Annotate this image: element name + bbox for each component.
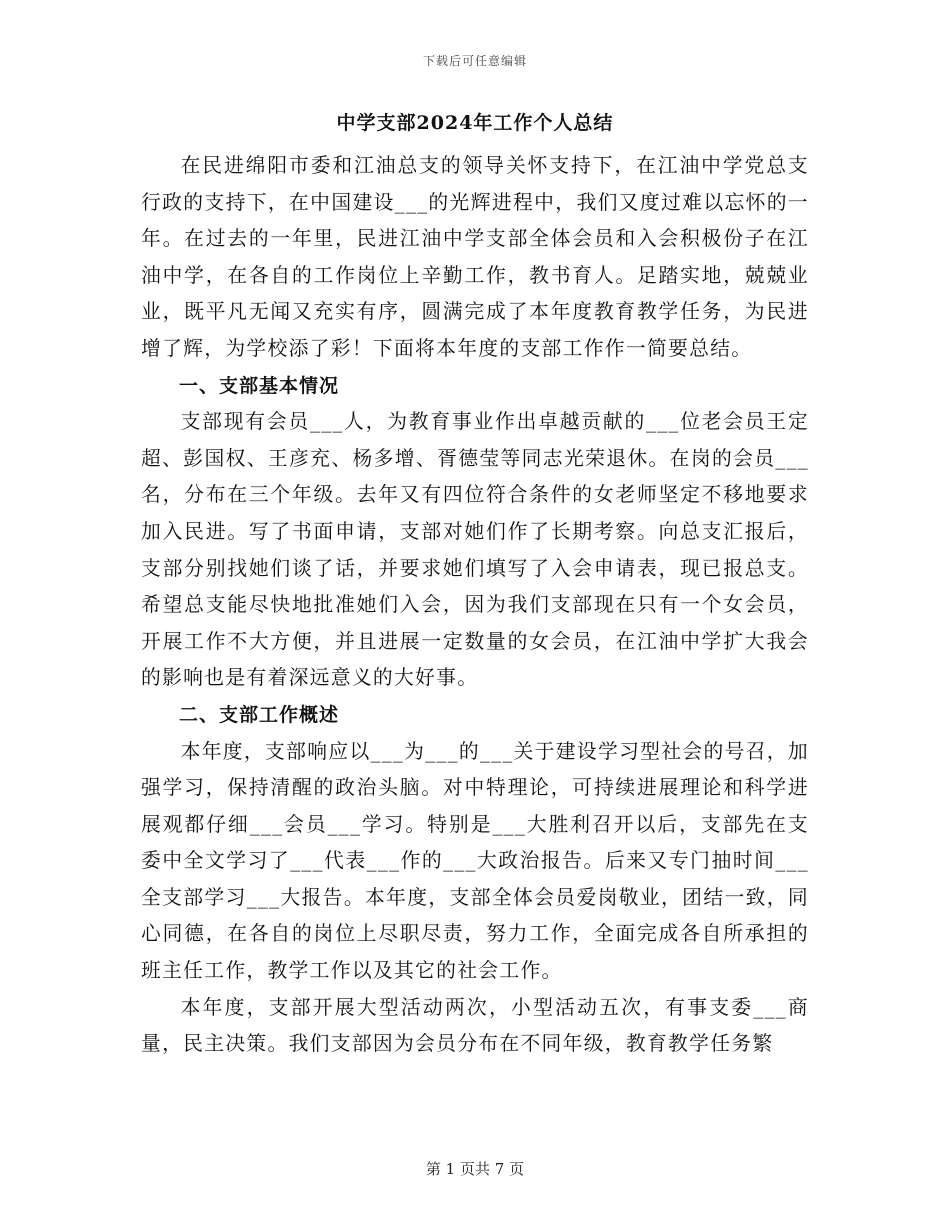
section-heading-basic-info: 一、支部基本情况: [179, 374, 340, 397]
page-header-note: 下载后可任意编辑: [422, 54, 527, 68]
section-heading-work-overview: 二、支部工作概述: [179, 703, 340, 726]
page-number-footer: 第 1 页共 7 页: [425, 1160, 525, 1178]
document-body: [141, 108, 809, 1063]
work-overview-paragraph: 本年度，支部响应以___为___的___关于建设学习型社会的号召，加强学习，保持清醒的政治头脑。对中特理论，可持续进展理论和科学进展观都仔细___会员___学习。特别是___大胜利召开以后，支部先在支委中全文学习了___代表___作的___大政治报告。后来又专门抽时间___全支部学习___大报告。本年度，支部全体会员爱岗敬业，团结一致，同心同德，在各自的岗位上尽职尽责，努力工作，全面完成各自所承担的班主任工作，教学工作以及其它的社会工作。: [141, 739, 809, 983]
activities-paragraph: 本年度，支部开展大型活动两次，小型活动五次，有事支委___商量，民主决策。我们支部因为会员分布在不同年级，教育教学任务繁: [141, 995, 809, 1056]
intro-paragraph: 在民进绵阳市委和江油总支的领导关怀支持下，在江油中学党总支行政的支持下，在中国建设___的光辉进程中，我们又度过难以忘怀的一年。在过去的一年里，民进江油中学支部全体会员和入会积极份子在江油中学，在各自的工作岗位上辛勤工作，教书育人。足踏实地，兢兢业业，既平凡无闻又充实有序，圆满完成了本年度教育教学任务，为民进增了辉，为学校添了彩！下面将本年度的支部工作作一简要总结。: [141, 154, 809, 360]
basic-info-paragraph: 支部现有会员___人，为教育事业作出卓越贡献的___位老会员王定超、彭国权、王彦充、杨多增、胥德莹等同志光荣退休。在岗的会员___名，分布在三个年级。去年又有四位符合条件的女老师坚定不移地要求加入民进。写了书面申请，支部对她们作了长期考察。向总支汇报后，支部分别找她们谈了话，并要求她们填写了入会申请表，现已报总支。希望总支能尽快地批准她们入会，因为我们支部现在只有一个女会员，开展工作不大方便，并且进展一定数量的女会员，在江油中学扩大我会的影响也是有着深远意义的大好事。: [141, 410, 809, 690]
document-title: 中学支部2024年工作个人总结: [336, 112, 614, 134]
